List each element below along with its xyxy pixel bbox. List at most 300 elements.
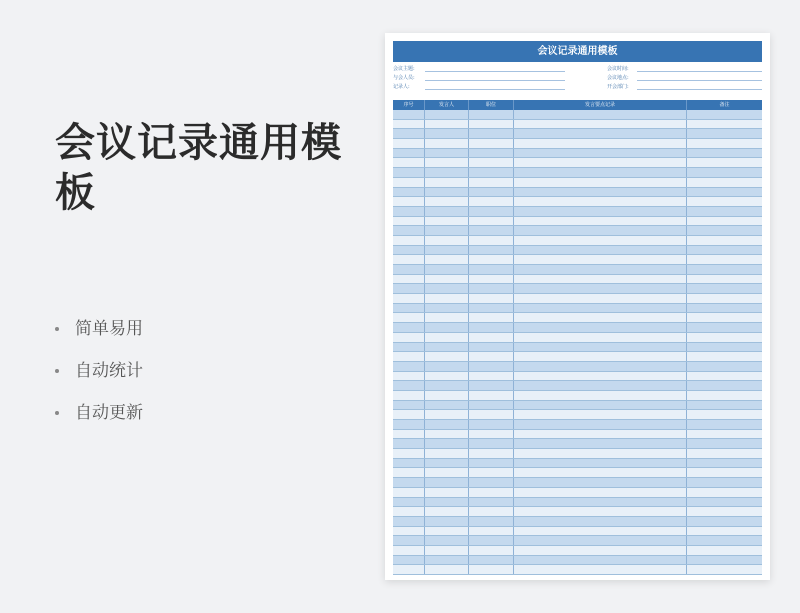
table-cell [393, 507, 425, 516]
table-cell [393, 178, 425, 187]
table-cell [393, 546, 425, 555]
table-cell [687, 517, 762, 526]
table-row [393, 217, 762, 227]
table-cell [469, 236, 514, 245]
sheet-title: 会议记录通用模板 [393, 41, 762, 62]
table-cell [425, 565, 469, 574]
table-cell [514, 207, 687, 216]
table-cell [425, 362, 469, 371]
table-cell [469, 507, 514, 516]
table-cell [393, 158, 425, 167]
table-row [393, 275, 762, 285]
table-cell [393, 391, 425, 400]
table-cell [393, 498, 425, 507]
table-cell [469, 381, 514, 390]
table-row [393, 265, 762, 275]
table-cell [687, 304, 762, 313]
table-row [393, 381, 762, 391]
table-cell [687, 536, 762, 545]
table-cell [425, 333, 469, 342]
table-cell [425, 546, 469, 555]
table-cell [425, 459, 469, 468]
table-cell [469, 449, 514, 458]
table-cell [469, 352, 514, 361]
table-cell [425, 372, 469, 381]
table-cell [514, 352, 687, 361]
table-cell [469, 149, 514, 158]
table-cell [469, 110, 514, 119]
table-cell [687, 333, 762, 342]
table-row [393, 236, 762, 246]
table-row [393, 517, 762, 527]
table-cell [393, 323, 425, 332]
table-row [393, 565, 762, 575]
table-cell [425, 304, 469, 313]
column-header-remarks: 备注 [719, 102, 730, 108]
table-row [393, 188, 762, 198]
table-cell [469, 168, 514, 177]
table-cell [514, 556, 687, 565]
table-cell [687, 468, 762, 477]
table-row [393, 255, 762, 265]
table-cell [514, 362, 687, 371]
table-cell [687, 284, 762, 293]
feature-item: 自动更新 [55, 392, 143, 434]
table-cell [469, 304, 514, 313]
table-cell [469, 565, 514, 574]
table-cell [469, 536, 514, 545]
table-cell [514, 401, 687, 410]
table-cell [425, 236, 469, 245]
table-cell [469, 468, 514, 477]
table-cell [393, 284, 425, 293]
table-cell [514, 294, 687, 303]
table-cell [687, 110, 762, 119]
table-cell [514, 110, 687, 119]
table-cell [514, 226, 687, 235]
table-cell [425, 158, 469, 167]
table-cell [514, 246, 687, 255]
info-field: 开会部门: [607, 81, 762, 91]
table-row [393, 304, 762, 314]
table-row [393, 468, 762, 478]
table-row [393, 556, 762, 566]
table-cell [687, 546, 762, 555]
table-cell [425, 284, 469, 293]
table-cell [687, 556, 762, 565]
table-cell [469, 478, 514, 487]
table-cell [514, 343, 687, 352]
table-cell [514, 275, 687, 284]
table-cell [687, 507, 762, 516]
table-cell [469, 323, 514, 332]
table-cell [393, 565, 425, 574]
table-cell [514, 391, 687, 400]
table-cell [514, 498, 687, 507]
table-cell [469, 430, 514, 439]
table-cell [469, 246, 514, 255]
table-cell [393, 149, 425, 158]
column-header-notes: 发言要点记录 [514, 100, 687, 110]
table-cell [425, 168, 469, 177]
table-cell [425, 420, 469, 429]
table-row [393, 410, 762, 420]
table-cell [514, 313, 687, 322]
table-cell [425, 536, 469, 545]
table-cell [514, 410, 687, 419]
column-header-index: 序号 [393, 100, 425, 110]
table-cell [393, 410, 425, 419]
bullet-icon [55, 411, 59, 415]
table-cell [393, 536, 425, 545]
table-row [393, 120, 762, 130]
table-cell [393, 439, 425, 448]
table-cell [393, 556, 425, 565]
table-cell [425, 478, 469, 487]
table-row [393, 197, 762, 207]
table-cell [469, 207, 514, 216]
table-row [393, 168, 762, 178]
table-row [393, 439, 762, 449]
table-row [393, 527, 762, 537]
table-cell [393, 478, 425, 487]
table-cell [687, 478, 762, 487]
table-cell [514, 372, 687, 381]
table-cell [469, 294, 514, 303]
table-cell [687, 149, 762, 158]
table-cell [393, 517, 425, 526]
table-cell [425, 217, 469, 226]
table-cell [514, 527, 687, 536]
table-cell [687, 139, 762, 148]
table-cell [687, 372, 762, 381]
table-cell [393, 217, 425, 226]
table-cell [393, 294, 425, 303]
table-cell [469, 401, 514, 410]
table-cell [687, 323, 762, 332]
table-cell [469, 139, 514, 148]
table-cell [687, 498, 762, 507]
table-cell [687, 275, 762, 284]
table-row [393, 401, 762, 411]
table-cell [687, 343, 762, 352]
table-cell [393, 265, 425, 274]
table-row [393, 372, 762, 382]
table-cell [514, 468, 687, 477]
table-cell [425, 488, 469, 497]
table-cell [393, 488, 425, 497]
table-cell [425, 391, 469, 400]
table-cell [514, 284, 687, 293]
feature-list [55, 308, 143, 434]
table-cell [514, 536, 687, 545]
table-row [393, 246, 762, 256]
table-cell [687, 420, 762, 429]
table-cell [469, 120, 514, 129]
table-row [393, 313, 762, 323]
table-cell [469, 527, 514, 536]
table-cell [469, 178, 514, 187]
table-cell [393, 372, 425, 381]
table-cell [469, 197, 514, 206]
table-row [393, 158, 762, 168]
table-row [393, 459, 762, 469]
table-body [393, 110, 762, 574]
table-cell [514, 478, 687, 487]
table-cell [687, 226, 762, 235]
table-cell [687, 188, 762, 197]
table-row [393, 507, 762, 517]
table-cell [393, 188, 425, 197]
table-cell [469, 129, 514, 138]
table-cell [687, 352, 762, 361]
table-cell [687, 313, 762, 322]
table-cell [393, 120, 425, 129]
table-cell [469, 265, 514, 274]
page-title: 会议记录通用模板 [55, 120, 342, 216]
table-cell [425, 449, 469, 458]
table-cell [469, 488, 514, 497]
table-cell [469, 226, 514, 235]
table-cell [425, 323, 469, 332]
table-row [393, 294, 762, 304]
table-cell [393, 275, 425, 284]
table-cell [469, 439, 514, 448]
table-cell [393, 236, 425, 245]
table-cell [393, 420, 425, 429]
table-header [393, 100, 762, 110]
table-cell [393, 459, 425, 468]
table-cell [514, 129, 687, 138]
table-cell [514, 304, 687, 313]
table-cell [393, 401, 425, 410]
info-field: 会议时间: [607, 63, 762, 73]
table-cell [514, 517, 687, 526]
table-cell [469, 158, 514, 167]
table-cell [687, 217, 762, 226]
table-cell [514, 217, 687, 226]
table-cell [514, 197, 687, 206]
table-cell [514, 449, 687, 458]
table-cell [425, 401, 469, 410]
table-cell [469, 556, 514, 565]
table-cell [425, 517, 469, 526]
table-cell [687, 391, 762, 400]
table-cell [393, 168, 425, 177]
table-cell [393, 207, 425, 216]
column-header-speaker: 发言人 [425, 100, 469, 110]
table-cell [687, 362, 762, 371]
table-cell [425, 120, 469, 129]
table-cell [514, 139, 687, 148]
feature-item: 自动统计 [55, 350, 143, 392]
table-cell [425, 265, 469, 274]
table-cell [514, 149, 687, 158]
input-line [425, 89, 565, 90]
bullet-icon [55, 369, 59, 373]
table-cell [514, 381, 687, 390]
table-cell [469, 391, 514, 400]
table-cell [687, 158, 762, 167]
table-row [393, 391, 762, 401]
table-cell [393, 197, 425, 206]
table-cell [393, 362, 425, 371]
table-row [393, 226, 762, 236]
table-cell [687, 439, 762, 448]
table-cell [469, 362, 514, 371]
table-row [393, 546, 762, 556]
table-cell [425, 498, 469, 507]
meeting-info-section [393, 63, 762, 93]
table-cell [425, 381, 469, 390]
table-cell [687, 129, 762, 138]
table-cell [469, 275, 514, 284]
table-row [393, 478, 762, 488]
table-cell [514, 255, 687, 264]
table-cell [469, 284, 514, 293]
table-cell [469, 217, 514, 226]
table-cell [393, 304, 425, 313]
table-cell [514, 323, 687, 332]
table-cell [687, 294, 762, 303]
input-line [637, 89, 762, 90]
table-row [393, 420, 762, 430]
table-cell [514, 168, 687, 177]
table-row [393, 498, 762, 508]
table-cell [393, 468, 425, 477]
table-cell [514, 565, 687, 574]
table-cell [393, 352, 425, 361]
table-cell [425, 149, 469, 158]
table-cell [425, 556, 469, 565]
table-cell [687, 168, 762, 177]
table-cell [514, 120, 687, 129]
table-cell [687, 565, 762, 574]
table-cell [425, 430, 469, 439]
table-cell [425, 207, 469, 216]
table-cell [514, 459, 687, 468]
table-cell [514, 488, 687, 497]
table-cell [425, 439, 469, 448]
template-preview-sheet [385, 33, 770, 580]
table-cell [425, 197, 469, 206]
table-cell [393, 449, 425, 458]
table-cell [425, 255, 469, 264]
table-cell [425, 410, 469, 419]
table-cell [393, 313, 425, 322]
bullet-icon [55, 327, 59, 331]
table-row [393, 139, 762, 149]
table-cell [393, 129, 425, 138]
table-cell [469, 313, 514, 322]
table-cell [425, 313, 469, 322]
table-cell [687, 246, 762, 255]
table-cell [687, 207, 762, 216]
table-cell [514, 430, 687, 439]
feature-item: 简单易用 [55, 308, 143, 350]
table-cell [393, 527, 425, 536]
table-cell [687, 430, 762, 439]
table-cell [514, 265, 687, 274]
table-cell [393, 110, 425, 119]
table-cell [514, 333, 687, 342]
table-cell [425, 246, 469, 255]
table-cell [687, 410, 762, 419]
table-cell [687, 449, 762, 458]
table-cell [469, 459, 514, 468]
table-cell [514, 420, 687, 429]
column-header-position: 职位 [469, 100, 514, 110]
table-row [393, 323, 762, 333]
table-cell [393, 226, 425, 235]
table-cell [393, 343, 425, 352]
table-row [393, 178, 762, 188]
table-cell [425, 178, 469, 187]
table-row [393, 333, 762, 343]
table-row [393, 430, 762, 440]
table-cell [425, 294, 469, 303]
table-row [393, 284, 762, 294]
table-cell [469, 343, 514, 352]
table-cell [393, 255, 425, 264]
info-field: 记录人: [393, 81, 573, 91]
table-cell [687, 178, 762, 187]
table-cell [687, 255, 762, 264]
info-field: 会议主题: [393, 63, 573, 73]
info-field: 与会人员: [393, 72, 573, 82]
table-row [393, 536, 762, 546]
table-cell [469, 188, 514, 197]
table-cell [469, 546, 514, 555]
table-cell [514, 236, 687, 245]
table-cell [393, 381, 425, 390]
table-cell [514, 546, 687, 555]
table-cell [425, 129, 469, 138]
table-cell [514, 178, 687, 187]
table-cell [687, 527, 762, 536]
table-cell [469, 255, 514, 264]
table-cell [393, 139, 425, 148]
table-cell [425, 468, 469, 477]
table-cell [687, 197, 762, 206]
table-cell [425, 275, 469, 284]
table-cell [687, 488, 762, 497]
info-field: 会议地点: [607, 72, 762, 82]
table-cell [514, 439, 687, 448]
table-cell [425, 188, 469, 197]
table-cell [425, 527, 469, 536]
table-row [393, 449, 762, 459]
table-cell [425, 507, 469, 516]
table-cell [469, 410, 514, 419]
table-cell [469, 333, 514, 342]
table-cell [425, 352, 469, 361]
table-cell [514, 188, 687, 197]
table-cell [687, 120, 762, 129]
table-cell [393, 430, 425, 439]
table-cell [469, 420, 514, 429]
table-cell [425, 343, 469, 352]
table-cell [514, 158, 687, 167]
table-cell [469, 517, 514, 526]
table-row [393, 129, 762, 139]
table-cell [469, 372, 514, 381]
table-cell [687, 381, 762, 390]
table-cell [469, 498, 514, 507]
table-cell [425, 226, 469, 235]
table-cell [393, 246, 425, 255]
table-row [393, 110, 762, 120]
